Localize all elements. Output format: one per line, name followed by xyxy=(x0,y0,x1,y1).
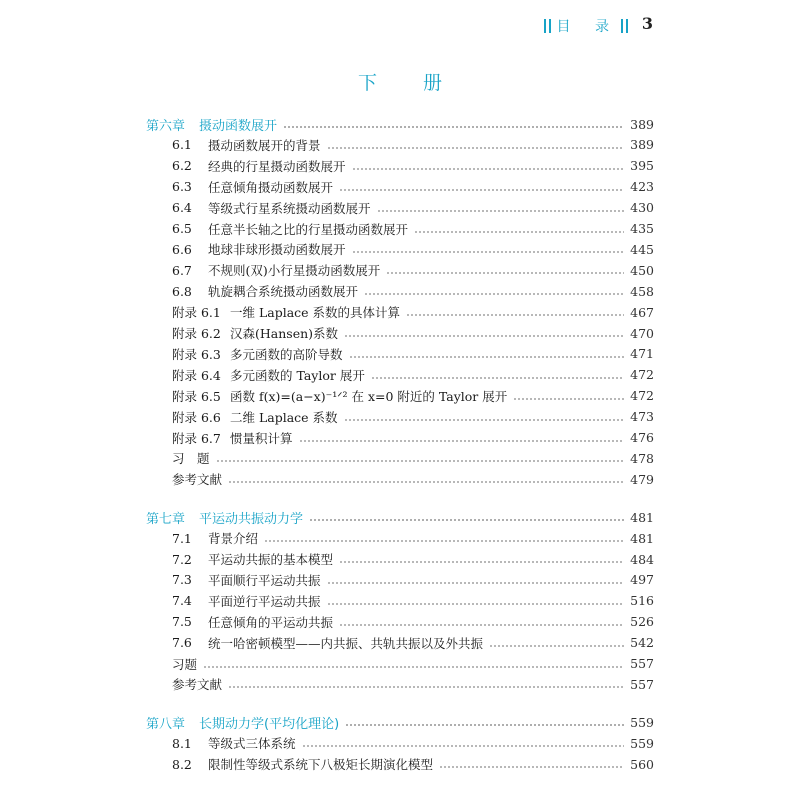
back-matter-entry[interactable] xyxy=(172,654,654,674)
dot-leader xyxy=(349,356,625,358)
dot-leader xyxy=(339,561,624,563)
section-entry[interactable] xyxy=(172,733,654,753)
section-title: 不规则(双)小行星摄动函数展开 xyxy=(208,263,381,279)
page-ref: 467 xyxy=(630,304,654,320)
page-ref: 395 xyxy=(630,158,654,174)
page-ref: 557 xyxy=(630,656,654,671)
appendix-entry[interactable] xyxy=(172,365,654,385)
appendix-entry[interactable] xyxy=(172,428,654,448)
section-number: 7.3 xyxy=(172,572,192,588)
chapter-entry[interactable] xyxy=(146,114,654,134)
dot-leader xyxy=(414,231,624,233)
dot-leader xyxy=(299,440,625,442)
appendix-entry[interactable] xyxy=(172,323,654,343)
page-ref: 479 xyxy=(630,471,654,487)
page-ref: 472 xyxy=(630,367,654,383)
section-entry[interactable] xyxy=(172,177,654,197)
running-header xyxy=(544,16,650,36)
section-title: 统一哈密顿模型——内共振、共轨共振以及外共振 xyxy=(208,635,484,651)
page-ref: 542 xyxy=(630,635,654,651)
section-number: 7.1 xyxy=(172,530,192,546)
page-ref: 497 xyxy=(630,572,654,588)
page-ref: 435 xyxy=(630,221,654,236)
dot-leader xyxy=(216,460,625,462)
chapter-title: 长期动力学(平均化理论) xyxy=(199,716,340,732)
dot-leader xyxy=(406,314,624,316)
header-bars-left xyxy=(544,19,551,33)
section-entry[interactable] xyxy=(172,156,654,176)
back-matter-entry[interactable] xyxy=(172,448,654,468)
section-title: 限制性等级式系统下八极矩长期演化模型 xyxy=(208,757,434,773)
page-ref: 389 xyxy=(630,116,654,132)
section-title: 多元函数的 Taylor 展开 xyxy=(230,367,365,383)
section-title: 参考文献 xyxy=(172,677,223,693)
page-ref: 481 xyxy=(630,509,654,525)
page-ref: 471 xyxy=(630,346,654,362)
section-entry[interactable] xyxy=(172,135,654,155)
page-ref: 559 xyxy=(630,714,654,730)
dot-leader xyxy=(364,293,624,295)
section-title: 平面顺行平运动共振 xyxy=(208,572,321,588)
dot-leader xyxy=(339,624,624,626)
appendix-entry[interactable] xyxy=(172,344,654,364)
section-title: 任意倾角的平运动共振 xyxy=(208,614,334,630)
page-ref: 470 xyxy=(630,325,654,341)
section-entry[interactable] xyxy=(172,281,654,301)
section-title: 任意倾角摄动函数展开 xyxy=(208,179,334,195)
section-number: 6.5 xyxy=(172,221,192,236)
appendix-entry[interactable] xyxy=(172,302,654,322)
page-ref: 481 xyxy=(630,530,654,546)
page-ref: 478 xyxy=(630,450,654,466)
section-number: 8.2 xyxy=(172,756,192,772)
page-ref: 423 xyxy=(630,179,654,195)
section-title: 汉森(Hansen)系数 xyxy=(230,326,339,341)
section-entry[interactable] xyxy=(172,198,654,218)
dot-leader xyxy=(302,745,625,747)
dot-leader xyxy=(327,603,625,605)
section-number: 6.8 xyxy=(172,283,192,299)
section-number: 6.6 xyxy=(172,241,192,257)
dot-leader xyxy=(489,645,624,647)
volume-title: 下 册 xyxy=(357,72,463,94)
page-ref: 445 xyxy=(630,241,654,257)
page-ref: 516 xyxy=(630,593,654,609)
section-title: 等级式三体系统 xyxy=(208,736,296,752)
dot-leader xyxy=(513,398,624,400)
section-number: 附录 6.4 xyxy=(172,367,221,383)
dot-leader xyxy=(345,724,624,726)
page-ref: 430 xyxy=(630,200,654,216)
dot-leader xyxy=(352,168,625,170)
section-number: 附录 6.7 xyxy=(172,430,221,446)
page-number: 3 xyxy=(641,14,653,33)
page-ref: 476 xyxy=(630,430,654,445)
section-number: 附录 6.2 xyxy=(172,326,221,341)
appendix-entry[interactable] xyxy=(172,407,654,427)
section-title: 习 题 xyxy=(172,451,210,467)
page-ref: 389 xyxy=(630,137,654,153)
page-ref: 458 xyxy=(630,283,654,299)
section-entry[interactable] xyxy=(172,528,654,548)
page-ref: 560 xyxy=(630,756,654,772)
section-number: 附录 6.3 xyxy=(172,346,221,362)
section-title: 二维 Laplace 系数 xyxy=(230,409,338,425)
page-ref: 526 xyxy=(630,614,654,630)
dot-leader xyxy=(344,419,625,421)
section-entry[interactable] xyxy=(172,549,654,569)
dot-leader xyxy=(264,540,624,542)
section-number: 7.6 xyxy=(172,635,192,651)
section-title: 习题 xyxy=(172,656,198,672)
section-entry[interactable] xyxy=(172,633,654,653)
section-title: 轨旋耦合系统摄动函数展开 xyxy=(208,284,359,300)
section-title: 等级式行星系统摄动函数展开 xyxy=(208,200,371,216)
section-number: 6.1 xyxy=(172,137,192,153)
page-ref: 450 xyxy=(630,262,654,278)
section-title: 参考文献 xyxy=(172,472,223,488)
appendix-entry[interactable] xyxy=(172,386,654,406)
chapter-number: 第八章 xyxy=(146,716,186,732)
section-entry[interactable] xyxy=(172,260,654,280)
chapter-number: 第六章 xyxy=(146,118,186,134)
section-title: 地球非球形摄动函数展开 xyxy=(208,242,346,258)
section-number: 7.4 xyxy=(172,593,192,609)
section-title: 平面逆行平运动共振 xyxy=(208,593,321,609)
dot-leader xyxy=(377,210,625,212)
section-entry[interactable] xyxy=(172,219,654,239)
section-entry[interactable] xyxy=(172,239,654,259)
dot-leader xyxy=(344,335,624,337)
section-entry[interactable] xyxy=(172,754,654,774)
header-label: 目 录 xyxy=(556,19,619,35)
dot-leader xyxy=(309,519,624,521)
dot-leader xyxy=(228,686,624,688)
section-number: 6.3 xyxy=(172,179,192,195)
dot-leader xyxy=(371,377,624,379)
section-number: 附录 6.1 xyxy=(172,305,221,321)
page-ref: 484 xyxy=(630,551,654,567)
dot-leader xyxy=(439,766,624,768)
dot-leader xyxy=(386,272,624,274)
section-title: 平运动共振的基本模型 xyxy=(208,552,334,567)
section-number: 6.4 xyxy=(172,200,192,216)
chapter-title: 摄动函数展开 xyxy=(199,118,278,134)
page-ref: 557 xyxy=(630,676,654,692)
dot-leader xyxy=(339,189,624,191)
section-number: 6.2 xyxy=(172,158,192,174)
section-title: 任意半长轴之比的行星摄动函数展开 xyxy=(208,221,409,237)
section-number: 6.7 xyxy=(172,262,192,278)
section-title: 背景介绍 xyxy=(208,531,259,547)
page-ref: 472 xyxy=(630,388,654,404)
section-number: 附录 6.5 xyxy=(172,388,221,404)
dot-leader xyxy=(283,126,624,128)
section-number: 8.1 xyxy=(172,735,192,751)
section-entry[interactable] xyxy=(172,570,654,590)
section-title: 一维 Laplace 系数的具体计算 xyxy=(230,305,401,321)
chapter-entry[interactable] xyxy=(146,507,654,527)
dot-leader xyxy=(228,481,624,483)
section-number: 7.2 xyxy=(172,551,192,567)
dot-leader xyxy=(327,147,625,149)
section-title: 摄动函数展开的背景 xyxy=(208,137,321,153)
section-title: 经典的行星摄动函数展开 xyxy=(208,158,346,174)
chapter-title: 平运动共振动力学 xyxy=(199,511,304,527)
section-number: 7.5 xyxy=(172,614,192,630)
dot-leader xyxy=(352,251,625,253)
section-number: 附录 6.6 xyxy=(172,409,221,425)
page-ref: 473 xyxy=(630,409,654,425)
dot-leader xyxy=(203,666,624,668)
chapter-number: 第七章 xyxy=(146,511,186,527)
header-bars-right xyxy=(621,19,628,33)
back-matter-entry[interactable] xyxy=(172,674,654,694)
section-title: 多元函数的高阶导数 xyxy=(230,346,343,362)
dot-leader xyxy=(327,582,625,584)
section-title: 惯量积计算 xyxy=(230,430,293,446)
page-ref: 559 xyxy=(630,735,654,751)
section-entry[interactable] xyxy=(172,591,654,611)
back-matter-entry[interactable] xyxy=(172,469,654,489)
section-entry[interactable] xyxy=(172,612,654,632)
chapter-entry[interactable] xyxy=(146,712,654,732)
section-title: 函数 f(x)=(a−x)⁻¹ᐟ² 在 x=0 附近的 Taylor 展开 xyxy=(230,388,508,404)
